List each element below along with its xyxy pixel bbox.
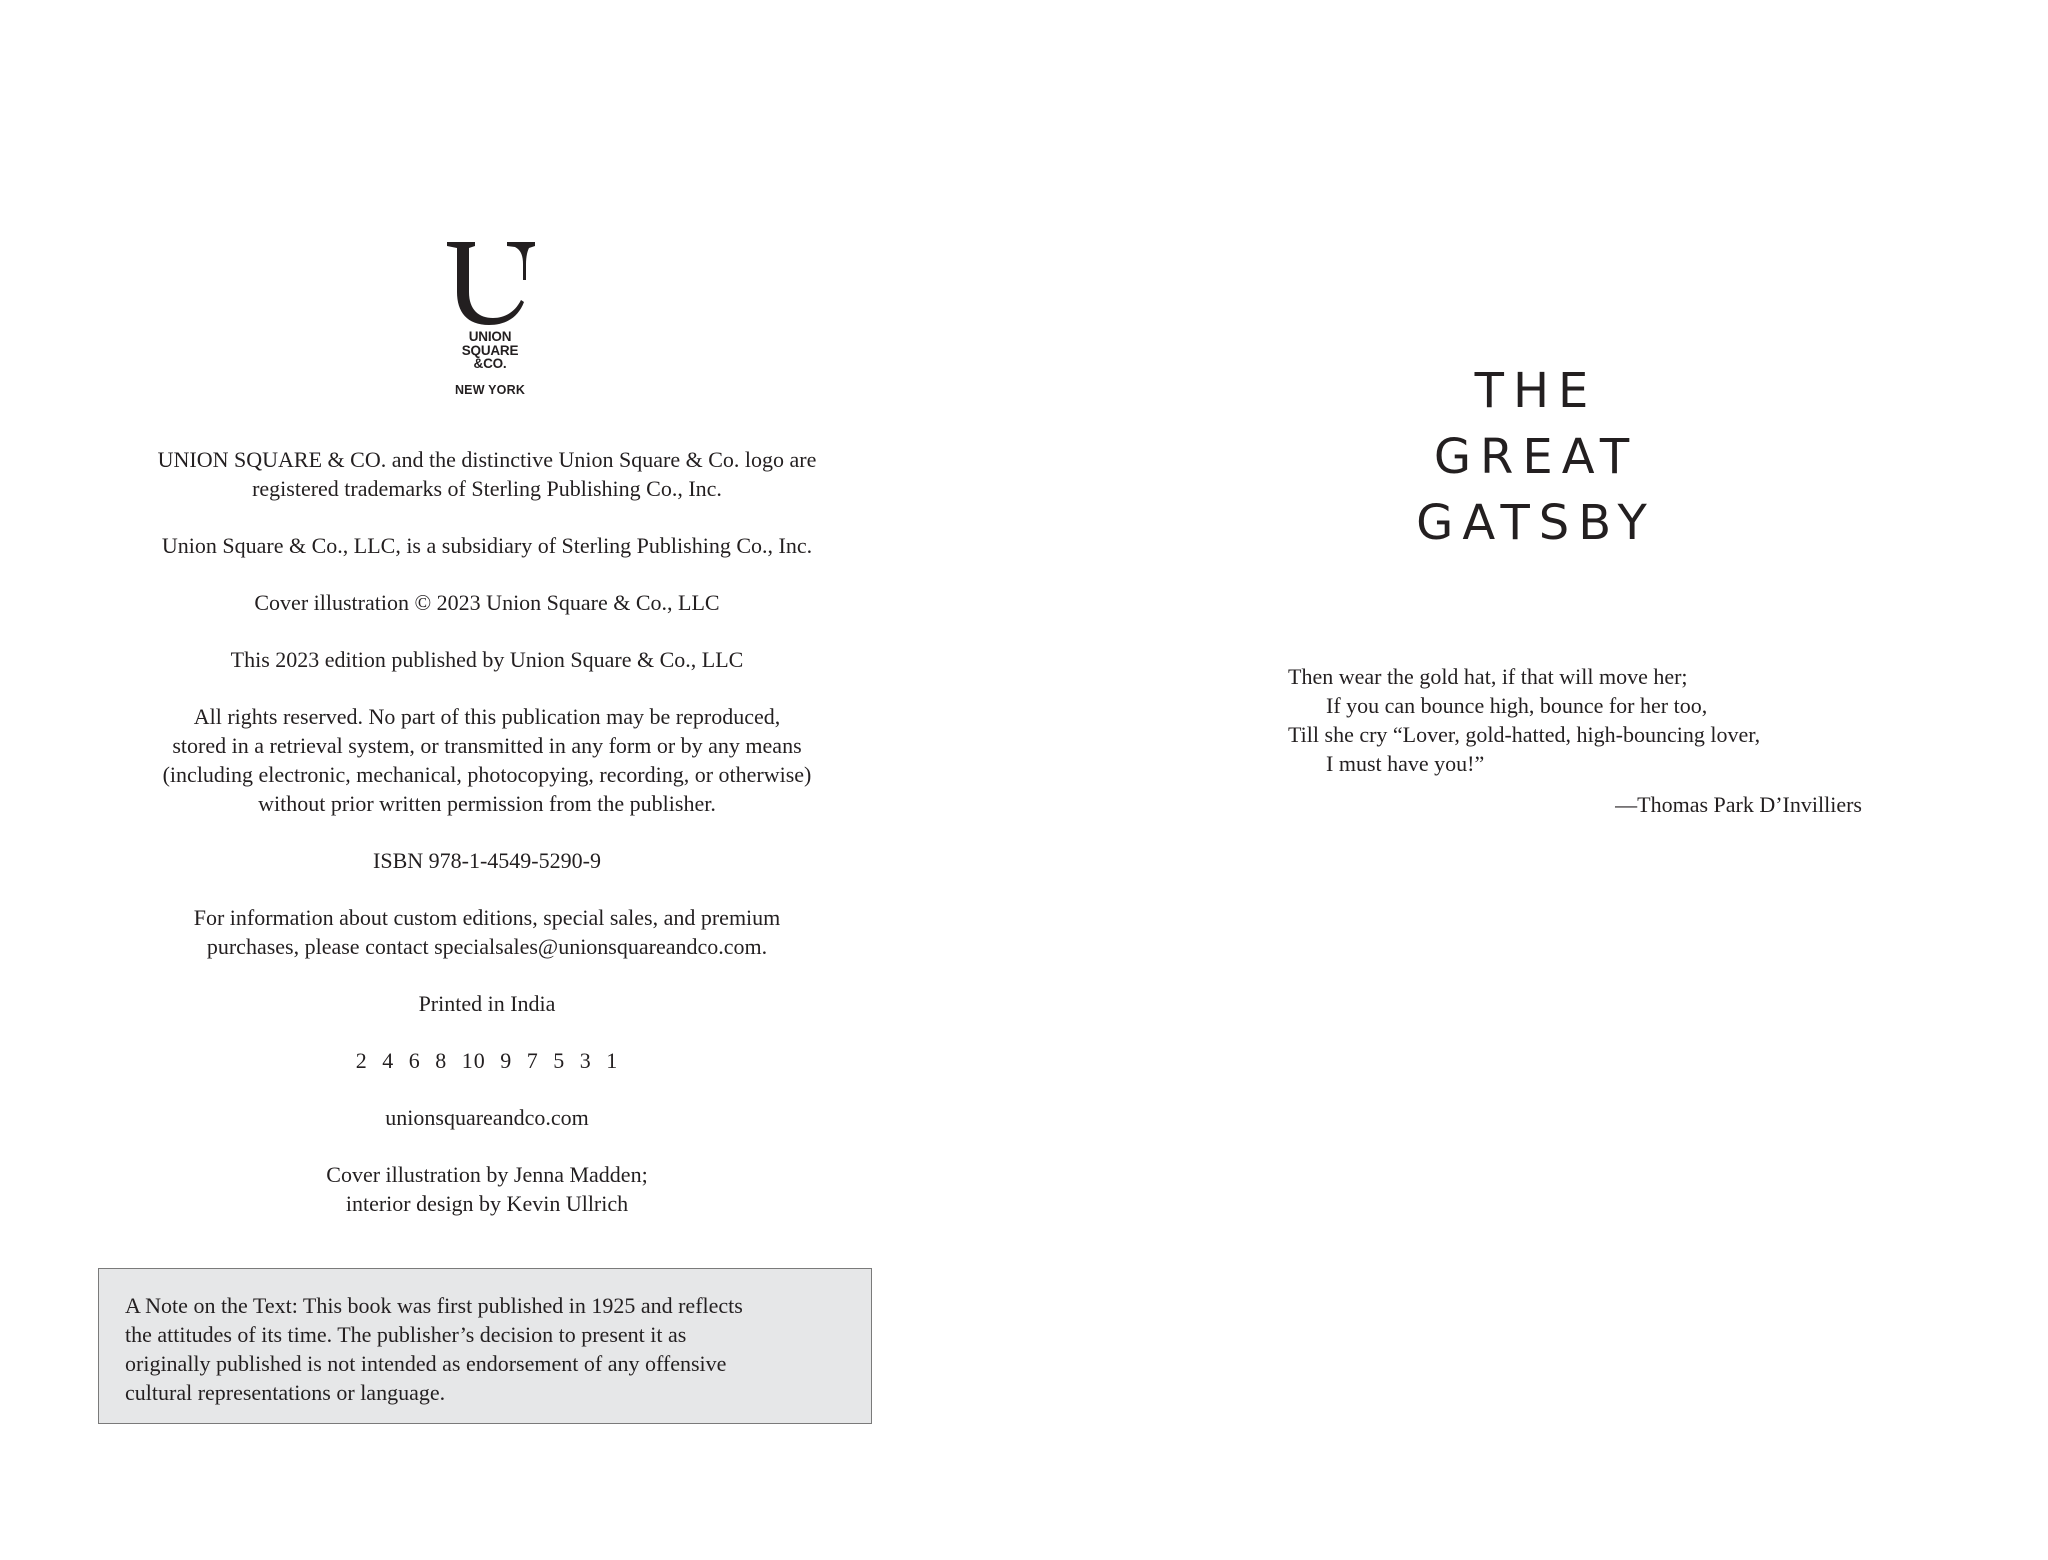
copyright-page (0, 0, 975, 1560)
note-on-text-box (98, 1268, 872, 1424)
book-title (1024, 358, 2048, 556)
text-line: Cover illustration © 2023 Union Square & Co., LLC (254, 590, 720, 615)
text-line: All rights reserved. No part of this publication may be reproduced, (193, 704, 781, 729)
logo-line-3: &CO. (473, 356, 507, 371)
cover-copyright-paragraph (87, 588, 887, 617)
edition-paragraph (87, 645, 887, 674)
epigraph-line: Then wear the gold hat, if that will move her; (1288, 664, 1688, 689)
text-line: Cover illustration by Jenna Madden; (326, 1162, 648, 1187)
union-square-monogram-icon (445, 240, 535, 326)
epigraph-line: I must have you!” (1326, 751, 1485, 776)
isbn-paragraph (87, 846, 887, 875)
note-line: originally published is not intended as endorsement of any offensive (125, 1351, 727, 1376)
credits-paragraph (87, 1160, 887, 1218)
title-line: THE (1474, 363, 1598, 419)
rights-paragraph (87, 702, 887, 818)
note-line: the attitudes of its time. The publisher’s decision to present it as (125, 1322, 687, 1347)
logo-wordmark (390, 330, 590, 371)
printer-line-paragraph (87, 1046, 887, 1075)
note-line: cultural representations or language. (125, 1380, 446, 1405)
printer-number-line: 2 4 6 8 10 9 7 5 3 1 (355, 1048, 619, 1073)
epigraph-line: Till she cry “Lover, gold-hatted, high-bouncing lover, (1288, 722, 1761, 747)
copyright-text (87, 445, 887, 1246)
title-page (1024, 0, 2048, 1560)
special-sales-paragraph (87, 903, 887, 961)
text-line: without prior written permission from the publisher. (258, 791, 716, 816)
note-line: A Note on the Text: This book was first published in 1925 and reflects (125, 1293, 743, 1318)
text-line: Union Square & Co., LLC, is a subsidiary of Sterling Publishing Co., Inc. (161, 533, 813, 558)
text-line: UNION SQUARE & CO. and the distinctive Union Square & Co. logo are (157, 447, 817, 472)
text-line: This 2023 edition published by Union Square & Co., LLC (230, 647, 744, 672)
title-line: GATSBY (1416, 495, 1656, 551)
text-line: interior design by Kevin Ullrich (345, 1191, 629, 1216)
printed-paragraph (87, 989, 887, 1018)
website: unionsquareandco.com (385, 1105, 589, 1130)
trademark-paragraph (87, 445, 887, 503)
text-line: purchases, please contact specialsales@unionsquareandco.com. (206, 934, 768, 959)
epigraph (1288, 662, 1888, 778)
logo-line-2: SQUARE (461, 342, 519, 358)
text-line: Printed in India (418, 991, 556, 1016)
text-line: registered trademarks of Sterling Publishing Co., Inc. (252, 476, 722, 501)
website-paragraph (87, 1103, 887, 1132)
text-line: stored in a retrieval system, or transmitted in any form or by any means (172, 733, 802, 758)
text-line: (including electronic, mechanical, photocopying, recording, or otherwise) (162, 762, 812, 787)
epigraph-line: If you can bounce high, bounce for her too, (1326, 693, 1708, 718)
subsidiary-paragraph (87, 531, 887, 560)
title-line: GREAT (1433, 429, 1639, 485)
publisher-logo (390, 240, 590, 397)
logo-city: NEW YORK (454, 382, 526, 397)
text-line: For information about custom editions, special sales, and premium (193, 905, 781, 930)
logo-line-1: UNION (468, 329, 512, 344)
isbn: ISBN 978-1-4549-5290-9 (373, 848, 601, 873)
epigraph-attribution: —Thomas Park D’Invilliers (1615, 792, 1862, 817)
